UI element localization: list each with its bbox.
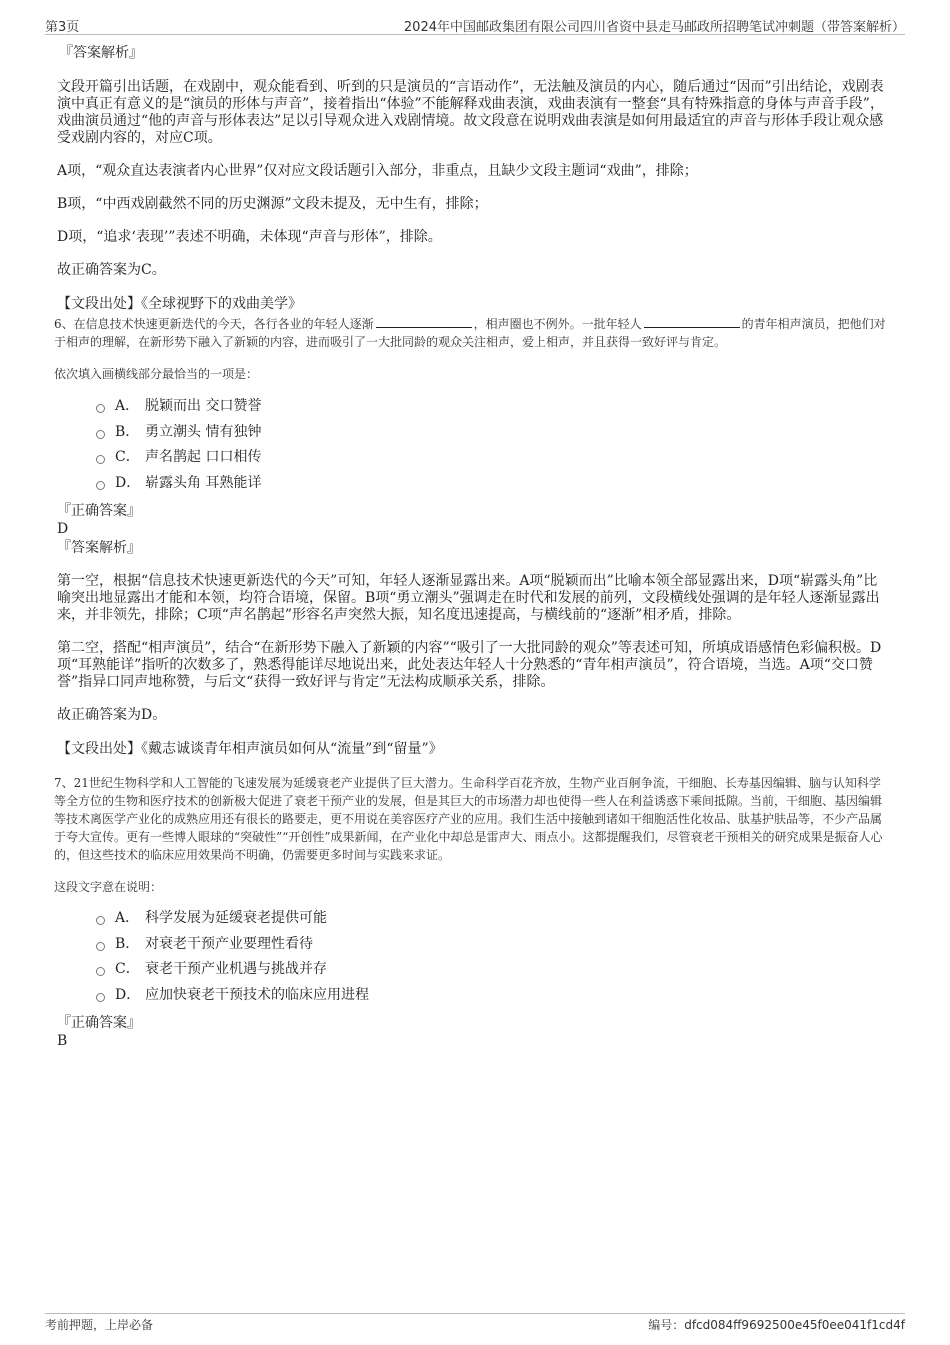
correct-answer: B [57,1033,68,1049]
fill-blank [644,315,740,328]
option-d[interactable]: D． 应加快衰老干预技术的临床应用进程 [57,985,887,1011]
option-a[interactable]: A． 脱颖而出 交口赞誉 [57,396,887,422]
option-c[interactable]: C． 衰老干预产业机遇与挑战并存 [57,959,887,985]
radio-button[interactable] [96,993,105,1002]
analysis-option-b: B项，“中西戏剧截然不同的历史渊源”文段未提及，无中生有，排除； [57,196,488,212]
option-c[interactable]: C． 声名鹊起 口口相传 [57,447,887,473]
option-d[interactable]: D． 崭露头角 耳熟能详 [57,473,887,499]
option-b[interactable]: B． 对衰老干预产业要理性看待 [57,934,887,960]
radio-button[interactable] [96,430,105,439]
analysis-paragraph-2: 第二空，搭配“相声演员”，结合“在新形势下融入了新颖的内容”“吸引了一大批同龄的观众”等表述可知，所填成语感情色彩偏积极。D项“耳熟能详”指听的次数多了，熟悉得能详尽地说出来，此处表达年轻人十分熟悉的“青年相声演员”，符合语境，当选。A项“交口赞誉”指异口同声地称赞，与后文“获得一致好评与肯定”无法构成顺承关系，排除。 [57,640,882,690]
footer-slogan: 考前押题，上岸必备 [45,1318,154,1332]
correct-answer: D [57,521,69,537]
option-a[interactable]: A． 科学发展为延缓衰老提供可能 [57,908,887,934]
question-7-options [57,908,887,1010]
radio-button[interactable] [96,481,105,490]
radio-button[interactable] [96,455,105,464]
page-content [54,44,887,1050]
analysis-option-a: A项，“观众直达表演者内心世界”仅对应文段话题引入部分，非重点，且缺少文段主题词“戏曲”，排除； [57,163,698,179]
question-7-stem: 7、21世纪生物科学和人工智能的飞速发展为延缓衰老产业提供了巨大潜力。生命科学百花齐放，生物产业百舸争流，干细胞、长寿基因编辑、脑与认知科学等全方位的生物和医疗技术的创新极大促进了衰老干预产业的发展，但是其巨大的市场潜力却也使得一些人在利益诱惑下乘间抵隙。当前，干细胞、基因编辑等技术离医学产业化的成熟应用还有很长的路要走，更不用说在美容医疗产业的应用。我们生活中接触到诸如干细胞活性化妆品、肽基护肤品等，不少产品属于夸大宣传。更有一些博人眼球的“突破性”“开创性”成果新闻，在产业化中却总是雷声大、雨点小。这都提醒我们，尽管衰老干预相关的研究成果是振奋人心的，但这些技术的临床应用效果尚不明确，仍需要更多时间与实践来求证。 [54,776,883,862]
radio-button[interactable] [96,942,105,951]
option-b[interactable]: B． 勇立潮头 情有独钟 [57,422,887,448]
analysis-paragraph: 文段开篇引出话题，在戏剧中，观众能看到、听到的只是演员的“言语动作”，无法触及演员的内心，随后通过“因而”引出结论，戏剧表演中真正有意义的是“演员的形体与声音”，接着指出“体验”不能解释戏曲表演，戏曲表演有一整套“具有特殊指意的身体与声音手段”，戏曲演员通过“他的声音与形体表达”足以引导观众进入戏剧情境。故文段意在说明戏曲表演是如何用最适宜的声音与形体手段让观众感受戏剧内容的，对应C项。 [57,79,884,146]
question-7-prompt: 这段文字意在说明： [54,880,163,894]
radio-button[interactable] [96,967,105,976]
question-6-prompt: 依次填入画横线部分最恰当的一项是： [54,367,259,381]
question-6-options [57,396,887,498]
document-title: 2024年中国邮政集团有限公司四川省资中县走马邮政所招聘笔试冲刺题（带答案解析） [403,20,905,35]
analysis-paragraph-1: 第一空，根据“信息技术快速更新迭代的今天”可知，年轻人逐渐显露出来。A项“脱颖而出”比喻本领全部显露出来，D项“崭露头角”比喻突出地显露出才能和本领，均符合语境，保留。B项“勇立潮头”强调走在时代和发展的前列，文段横线处强调的是年轻人逐渐显露出来，并非领先，排除；C项“声名鹊起”形容名声突然大振，知名度迅速提高，与横线前的“逐渐”相矛盾，排除。 [57,573,880,623]
fill-blank [376,315,472,328]
analysis-option-d: D项，“追求‘表现’”表述不明确，未体现“声音与形体”，排除。 [57,229,442,245]
radio-button[interactable] [96,404,105,413]
answer-conclusion: 故正确答案为D。 [57,707,167,723]
page-header [45,14,905,35]
question-6-stem: 6、在信息技术快速更新迭代的今天，各行各业的年轻人逐渐 ，相声圈也不例外。一批年轻人 的青年相声演员，把他们对于相声的理解，在新形势下融入了新颖的内容，进而吸引了一大批同龄的观众关注相声，爱上相声，并且获得一致好评与肯定。 [54,317,886,349]
analysis-label: 『答案解析』 [59,45,143,61]
radio-button[interactable] [96,916,105,925]
analysis-label: 『答案解析』 [57,540,141,556]
passage-source: 【文段出处】《戴志诚谈青年相声演员如何从“流量”到“留量”》 [57,741,443,757]
page-footer [45,1313,905,1334]
correct-answer-label: 『正确答案』 [57,1015,141,1031]
page-number: 第3页 [45,20,80,35]
answer-conclusion: 故正确答案为C。 [57,262,166,278]
correct-answer-label: 『正确答案』 [57,503,141,519]
document-code: 编号：dfcd084ff9692500e45f0ee041f1cd4f [648,1318,905,1332]
passage-source: 【文段出处】《全球视野下的戏曲美学》 [57,296,302,312]
